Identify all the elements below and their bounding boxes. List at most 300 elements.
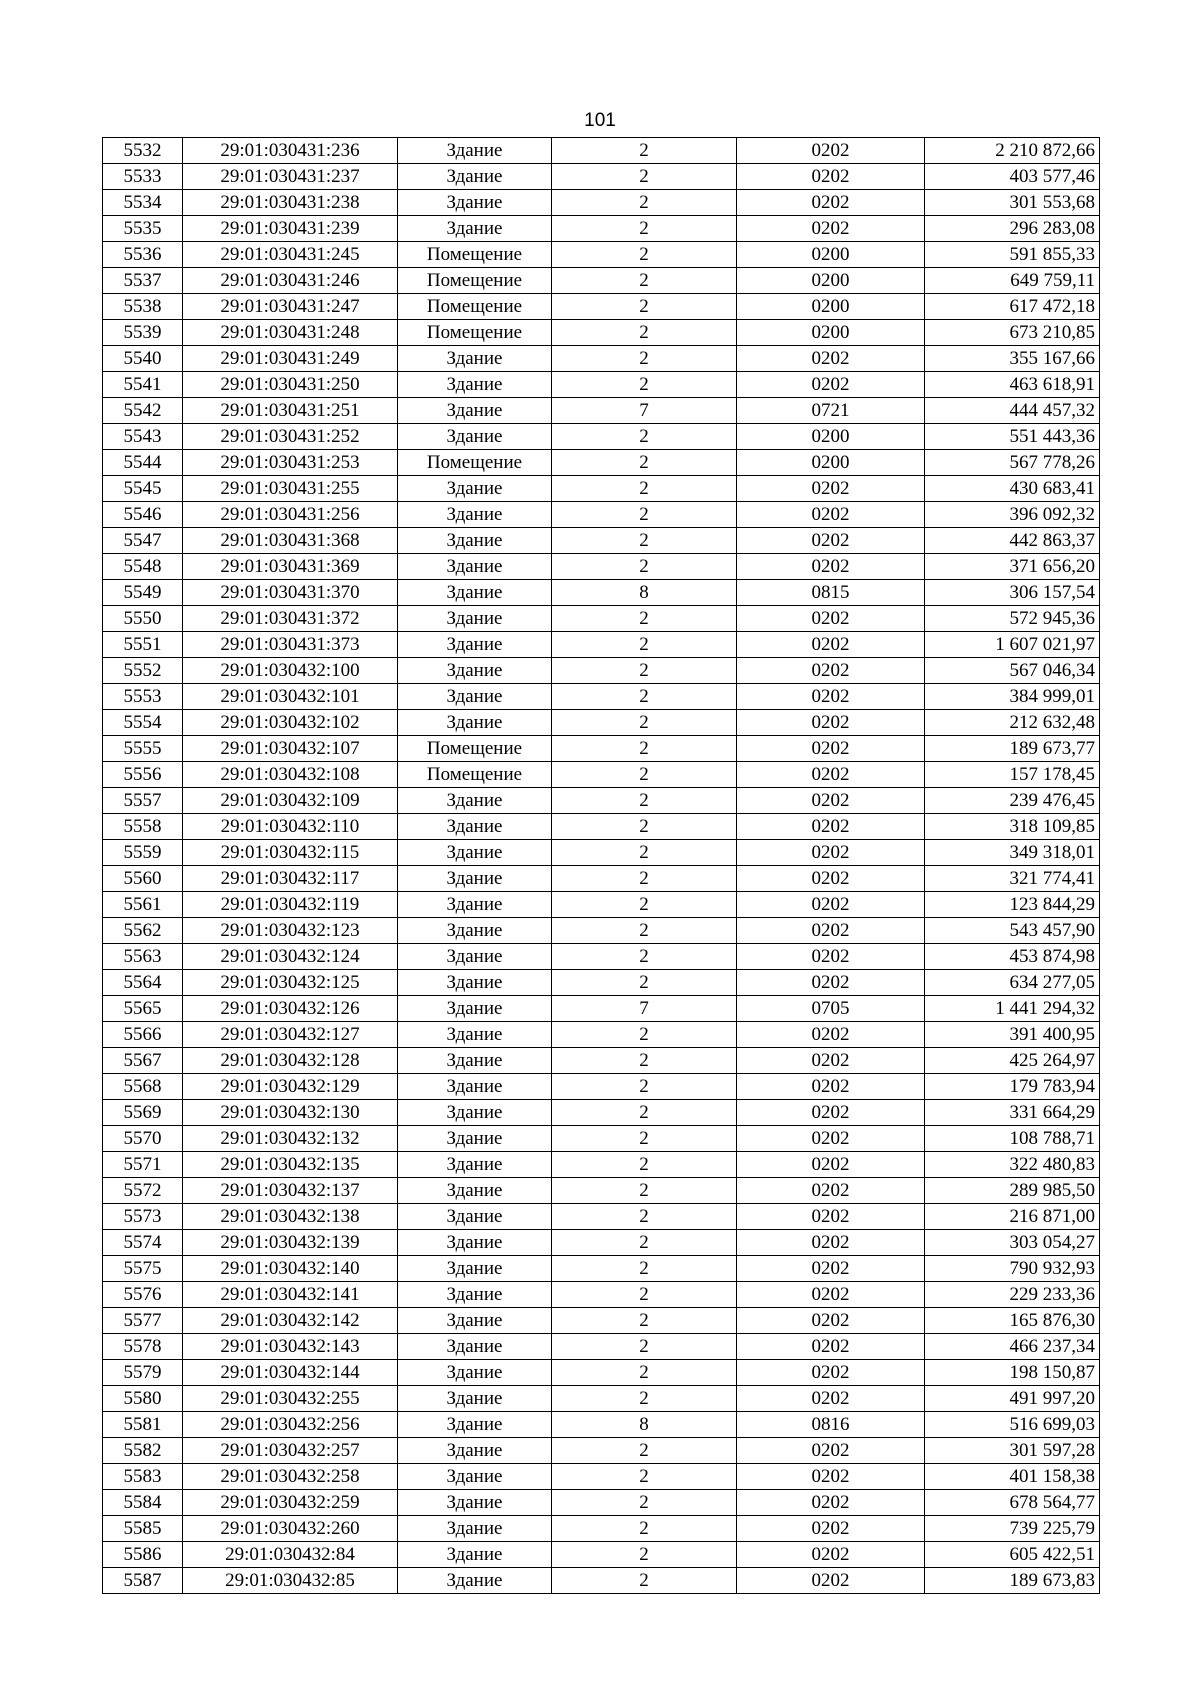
table-row [103,1334,1100,1360]
cadastral-number-cell: 29:01:030432:130 [183,1100,398,1126]
code-cell: 0202 [737,1048,925,1074]
table-row [103,190,1100,216]
row-number-cell: 5549 [103,580,183,606]
row-number-cell: 5550 [103,606,183,632]
row-number-cell: 5536 [103,242,183,268]
object-type-cell: Здание [398,788,552,814]
cadastral-value-cell: 301 597,28 [925,1438,1100,1464]
table-row [103,138,1100,164]
cadastral-number-cell: 29:01:030432:260 [183,1516,398,1542]
cadastral-number-cell: 29:01:030432:107 [183,736,398,762]
cadastral-value-cell: 516 699,03 [925,1412,1100,1438]
table-row [103,736,1100,762]
object-type-cell: Здание [398,1516,552,1542]
object-type-cell: Здание [398,996,552,1022]
code-cell: 0815 [737,580,925,606]
object-type-cell: Здание [398,1386,552,1412]
code-cell: 0200 [737,424,925,450]
object-type-cell: Здание [398,1360,552,1386]
table-row [103,840,1100,866]
table-row [103,164,1100,190]
cadastral-number-cell: 29:01:030432:258 [183,1464,398,1490]
object-type-cell: Помещение [398,450,552,476]
row-number-cell: 5570 [103,1126,183,1152]
row-number-cell: 5572 [103,1178,183,1204]
cadastral-value-cell: 165 876,30 [925,1308,1100,1334]
code-cell: 0202 [737,1256,925,1282]
cadastral-value-cell: 198 150,87 [925,1360,1100,1386]
cadastral-number-cell: 29:01:030431:250 [183,372,398,398]
cadastral-number-cell: 29:01:030432:128 [183,1048,398,1074]
group-cell: 2 [552,814,737,840]
code-cell: 0202 [737,502,925,528]
row-number-cell: 5576 [103,1282,183,1308]
code-cell: 0202 [737,658,925,684]
code-cell: 0202 [737,1204,925,1230]
row-number-cell: 5558 [103,814,183,840]
table-row [103,1412,1100,1438]
object-type-cell: Здание [398,1256,552,1282]
code-cell: 0202 [737,866,925,892]
table-row [103,1256,1100,1282]
cadastral-number-cell: 29:01:030432:124 [183,944,398,970]
cadastral-number-cell: 29:01:030431:252 [183,424,398,450]
group-cell: 2 [552,1074,737,1100]
object-type-cell: Здание [398,1438,552,1464]
object-type-cell: Здание [398,1334,552,1360]
object-type-cell: Здание [398,606,552,632]
cadastral-number-cell: 29:01:030431:368 [183,528,398,554]
group-cell: 2 [552,736,737,762]
row-number-cell: 5564 [103,970,183,996]
cadastral-value-cell: 430 683,41 [925,476,1100,502]
code-cell: 0202 [737,216,925,242]
row-number-cell: 5582 [103,1438,183,1464]
group-cell: 2 [552,1568,737,1594]
table-row [103,1230,1100,1256]
table-body [103,138,1100,1594]
cadastral-number-cell: 29:01:030431:256 [183,502,398,528]
code-cell: 0705 [737,996,925,1022]
code-cell: 0202 [737,1360,925,1386]
code-cell: 0202 [737,1152,925,1178]
code-cell: 0202 [737,970,925,996]
row-number-cell: 5579 [103,1360,183,1386]
cadastral-value-cell: 401 158,38 [925,1464,1100,1490]
table-row [103,502,1100,528]
group-cell: 2 [552,372,737,398]
cadastral-value-cell: 189 673,77 [925,736,1100,762]
table-row [103,1568,1100,1594]
object-type-cell: Здание [398,372,552,398]
cadastral-number-cell: 29:01:030432:123 [183,918,398,944]
object-type-cell: Здание [398,658,552,684]
object-type-cell: Здание [398,1126,552,1152]
row-number-cell: 5578 [103,1334,183,1360]
table-row [103,424,1100,450]
row-number-cell: 5540 [103,346,183,372]
cadastral-value-cell: 371 656,20 [925,554,1100,580]
cadastral-number-cell: 29:01:030432:119 [183,892,398,918]
code-cell: 0202 [737,1282,925,1308]
row-number-cell: 5586 [103,1542,183,1568]
row-number-cell: 5584 [103,1490,183,1516]
code-cell: 0202 [737,138,925,164]
cadastral-value-table [102,137,1100,1594]
cadastral-number-cell: 29:01:030432:141 [183,1282,398,1308]
row-number-cell: 5580 [103,1386,183,1412]
object-type-cell: Здание [398,1152,552,1178]
row-number-cell: 5554 [103,710,183,736]
cadastral-value-cell: 634 277,05 [925,970,1100,996]
object-type-cell: Здание [398,840,552,866]
cadastral-number-cell: 29:01:030432:140 [183,1256,398,1282]
code-cell: 0202 [737,684,925,710]
cadastral-number-cell: 29:01:030431:246 [183,268,398,294]
code-cell: 0721 [737,398,925,424]
code-cell: 0202 [737,1334,925,1360]
row-number-cell: 5577 [103,1308,183,1334]
code-cell: 0202 [737,840,925,866]
table-row [103,788,1100,814]
group-cell: 2 [552,268,737,294]
object-type-cell: Помещение [398,242,552,268]
table-row [103,268,1100,294]
cadastral-value-cell: 678 564,77 [925,1490,1100,1516]
object-type-cell: Здание [398,580,552,606]
code-cell: 0202 [737,1464,925,1490]
table-row [103,632,1100,658]
group-cell: 2 [552,164,737,190]
cadastral-number-cell: 29:01:030431:236 [183,138,398,164]
code-cell: 0202 [737,372,925,398]
table-row [103,372,1100,398]
group-cell: 2 [552,892,737,918]
cadastral-number-cell: 29:01:030431:238 [183,190,398,216]
row-number-cell: 5556 [103,762,183,788]
page-number: 101 [584,110,616,131]
object-type-cell: Здание [398,528,552,554]
row-number-cell: 5569 [103,1100,183,1126]
group-cell: 8 [552,1412,737,1438]
cadastral-number-cell: 29:01:030432:135 [183,1152,398,1178]
cadastral-value-cell: 591 855,33 [925,242,1100,268]
code-cell: 0200 [737,320,925,346]
code-cell: 0202 [737,606,925,632]
cadastral-value-cell: 123 844,29 [925,892,1100,918]
table-row [103,606,1100,632]
row-number-cell: 5548 [103,554,183,580]
table-row [103,242,1100,268]
code-cell: 0202 [737,1438,925,1464]
group-cell: 2 [552,1490,737,1516]
row-number-cell: 5581 [103,1412,183,1438]
cadastral-number-cell: 29:01:030432:110 [183,814,398,840]
cadastral-number-cell: 29:01:030432:137 [183,1178,398,1204]
table-row [103,450,1100,476]
code-cell: 0202 [737,1022,925,1048]
table-row [103,1100,1100,1126]
table-row [103,996,1100,1022]
group-cell: 2 [552,1360,737,1386]
table-row [103,1360,1100,1386]
group-cell: 2 [552,138,737,164]
cadastral-value-cell: 296 283,08 [925,216,1100,242]
object-type-cell: Здание [398,1022,552,1048]
object-type-cell: Здание [398,424,552,450]
table-row [103,1204,1100,1230]
cadastral-value-cell: 790 932,93 [925,1256,1100,1282]
table-row [103,1464,1100,1490]
row-number-cell: 5544 [103,450,183,476]
object-type-cell: Здание [398,190,552,216]
row-number-cell: 5571 [103,1152,183,1178]
table-row [103,346,1100,372]
code-cell: 0200 [737,294,925,320]
object-type-cell: Здание [398,1230,552,1256]
group-cell: 2 [552,476,737,502]
table-row [103,684,1100,710]
code-cell: 0202 [737,788,925,814]
table-row [103,1542,1100,1568]
group-cell: 7 [552,398,737,424]
row-number-cell: 5562 [103,918,183,944]
table-row [103,970,1100,996]
code-cell: 0816 [737,1412,925,1438]
code-cell: 0202 [737,918,925,944]
code-cell: 0200 [737,242,925,268]
table-row [103,580,1100,606]
cadastral-number-cell: 29:01:030432:143 [183,1334,398,1360]
code-cell: 0200 [737,268,925,294]
code-cell: 0202 [737,1074,925,1100]
row-number-cell: 5533 [103,164,183,190]
cadastral-value-cell: 605 422,51 [925,1542,1100,1568]
cadastral-number-cell: 29:01:030431:370 [183,580,398,606]
group-cell: 2 [552,294,737,320]
object-type-cell: Здание [398,710,552,736]
cadastral-value-cell: 229 233,36 [925,1282,1100,1308]
object-type-cell: Здание [398,1464,552,1490]
table-row [103,1516,1100,1542]
cadastral-number-cell: 29:01:030432:101 [183,684,398,710]
row-number-cell: 5565 [103,996,183,1022]
object-type-cell: Здание [398,1100,552,1126]
cadastral-number-cell: 29:01:030432:84 [183,1542,398,1568]
row-number-cell: 5535 [103,216,183,242]
table-row [103,1438,1100,1464]
cadastral-number-cell: 29:01:030432:144 [183,1360,398,1386]
code-cell: 0202 [737,1386,925,1412]
table-row [103,1048,1100,1074]
row-number-cell: 5545 [103,476,183,502]
code-cell: 0202 [737,346,925,372]
cadastral-value-cell: 567 778,26 [925,450,1100,476]
row-number-cell: 5573 [103,1204,183,1230]
cadastral-value-cell: 491 997,20 [925,1386,1100,1412]
cadastral-number-cell: 29:01:030432:129 [183,1074,398,1100]
code-cell: 0202 [737,528,925,554]
group-cell: 2 [552,1282,737,1308]
cadastral-number-cell: 29:01:030431:253 [183,450,398,476]
group-cell: 2 [552,918,737,944]
code-cell: 0202 [737,554,925,580]
cadastral-value-cell: 306 157,54 [925,580,1100,606]
row-number-cell: 5537 [103,268,183,294]
group-cell: 2 [552,632,737,658]
object-type-cell: Здание [398,398,552,424]
object-type-cell: Здание [398,918,552,944]
group-cell: 2 [552,944,737,970]
code-cell: 0202 [737,710,925,736]
object-type-cell: Здание [398,866,552,892]
row-number-cell: 5546 [103,502,183,528]
cadastral-value-cell: 349 318,01 [925,840,1100,866]
group-cell: 2 [552,1022,737,1048]
cadastral-value-cell: 543 457,90 [925,918,1100,944]
object-type-cell: Здание [398,1308,552,1334]
group-cell: 2 [552,242,737,268]
cadastral-value-cell: 239 476,45 [925,788,1100,814]
cadastral-number-cell: 29:01:030431:245 [183,242,398,268]
code-cell: 0202 [737,1308,925,1334]
object-type-cell: Здание [398,970,552,996]
code-cell: 0202 [737,814,925,840]
cadastral-number-cell: 29:01:030431:247 [183,294,398,320]
cadastral-value-cell: 384 999,01 [925,684,1100,710]
cadastral-value-cell: 444 457,32 [925,398,1100,424]
object-type-cell: Здание [398,164,552,190]
object-type-cell: Здание [398,1178,552,1204]
group-cell: 2 [552,320,737,346]
cadastral-value-cell: 179 783,94 [925,1074,1100,1100]
cadastral-value-cell: 1 441 294,32 [925,996,1100,1022]
code-cell: 0202 [737,1542,925,1568]
cadastral-number-cell: 29:01:030432:108 [183,762,398,788]
object-type-cell: Здание [398,814,552,840]
table-row [103,1178,1100,1204]
code-cell: 0202 [737,1490,925,1516]
cadastral-value-cell: 321 774,41 [925,866,1100,892]
object-type-cell: Здание [398,1568,552,1594]
cadastral-value-cell: 322 480,83 [925,1152,1100,1178]
table-row [103,658,1100,684]
cadastral-number-cell: 29:01:030431:372 [183,606,398,632]
row-number-cell: 5539 [103,320,183,346]
cadastral-value-cell: 617 472,18 [925,294,1100,320]
group-cell: 2 [552,1464,737,1490]
group-cell: 2 [552,450,737,476]
cadastral-value-cell: 551 443,36 [925,424,1100,450]
cadastral-number-cell: 29:01:030431:369 [183,554,398,580]
cadastral-value-cell: 157 178,45 [925,762,1100,788]
group-cell: 2 [552,1100,737,1126]
table-row [103,320,1100,346]
object-type-cell: Помещение [398,268,552,294]
group-cell: 2 [552,658,737,684]
group-cell: 2 [552,528,737,554]
cadastral-value-cell: 216 871,00 [925,1204,1100,1230]
cadastral-number-cell: 29:01:030432:132 [183,1126,398,1152]
object-type-cell: Помещение [398,736,552,762]
row-number-cell: 5574 [103,1230,183,1256]
table-row [103,294,1100,320]
row-number-cell: 5566 [103,1022,183,1048]
group-cell: 2 [552,684,737,710]
row-number-cell: 5575 [103,1256,183,1282]
cadastral-value-cell: 391 400,95 [925,1022,1100,1048]
cadastral-value-cell: 212 632,48 [925,710,1100,736]
table-row [103,1152,1100,1178]
group-cell: 2 [552,1516,737,1542]
cadastral-number-cell: 29:01:030431:255 [183,476,398,502]
group-cell: 2 [552,1048,737,1074]
cadastral-value-cell: 318 109,85 [925,814,1100,840]
group-cell: 2 [552,554,737,580]
cadastral-number-cell: 29:01:030432:109 [183,788,398,814]
code-cell: 0202 [737,736,925,762]
cadastral-number-cell: 29:01:030432:138 [183,1204,398,1230]
cadastral-value-cell: 463 618,91 [925,372,1100,398]
row-number-cell: 5532 [103,138,183,164]
group-cell: 2 [552,606,737,632]
group-cell: 2 [552,502,737,528]
group-cell: 2 [552,1334,737,1360]
code-cell: 0202 [737,1230,925,1256]
cadastral-number-cell: 29:01:030432:125 [183,970,398,996]
group-cell: 2 [552,1438,737,1464]
group-cell: 2 [552,346,737,372]
row-number-cell: 5587 [103,1568,183,1594]
code-cell: 0202 [737,190,925,216]
cadastral-value-cell: 466 237,34 [925,1334,1100,1360]
group-cell: 2 [552,216,737,242]
object-type-cell: Здание [398,346,552,372]
cadastral-value-cell: 301 553,68 [925,190,1100,216]
code-cell: 0202 [737,164,925,190]
cadastral-value-cell: 303 054,27 [925,1230,1100,1256]
table-row [103,1282,1100,1308]
row-number-cell: 5560 [103,866,183,892]
table-row [103,762,1100,788]
cadastral-number-cell: 29:01:030432:100 [183,658,398,684]
object-type-cell: Здание [398,1048,552,1074]
group-cell: 7 [552,996,737,1022]
group-cell: 2 [552,762,737,788]
code-cell: 0202 [737,1100,925,1126]
code-cell: 0202 [737,476,925,502]
row-number-cell: 5543 [103,424,183,450]
cadastral-number-cell: 29:01:030432:115 [183,840,398,866]
code-cell: 0202 [737,632,925,658]
table-row [103,892,1100,918]
object-type-cell: Помещение [398,294,552,320]
object-type-cell: Здание [398,476,552,502]
cadastral-number-cell: 29:01:030432:255 [183,1386,398,1412]
group-cell: 2 [552,1386,737,1412]
code-cell: 0202 [737,1126,925,1152]
table-row [103,476,1100,502]
cadastral-number-cell: 29:01:030431:239 [183,216,398,242]
table-row [103,1074,1100,1100]
code-cell: 0202 [737,944,925,970]
row-number-cell: 5561 [103,892,183,918]
cadastral-value-cell: 2 210 872,66 [925,138,1100,164]
cadastral-number-cell: 29:01:030431:237 [183,164,398,190]
cadastral-value-cell: 1 607 021,97 [925,632,1100,658]
group-cell: 2 [552,1126,737,1152]
code-cell: 0202 [737,1568,925,1594]
